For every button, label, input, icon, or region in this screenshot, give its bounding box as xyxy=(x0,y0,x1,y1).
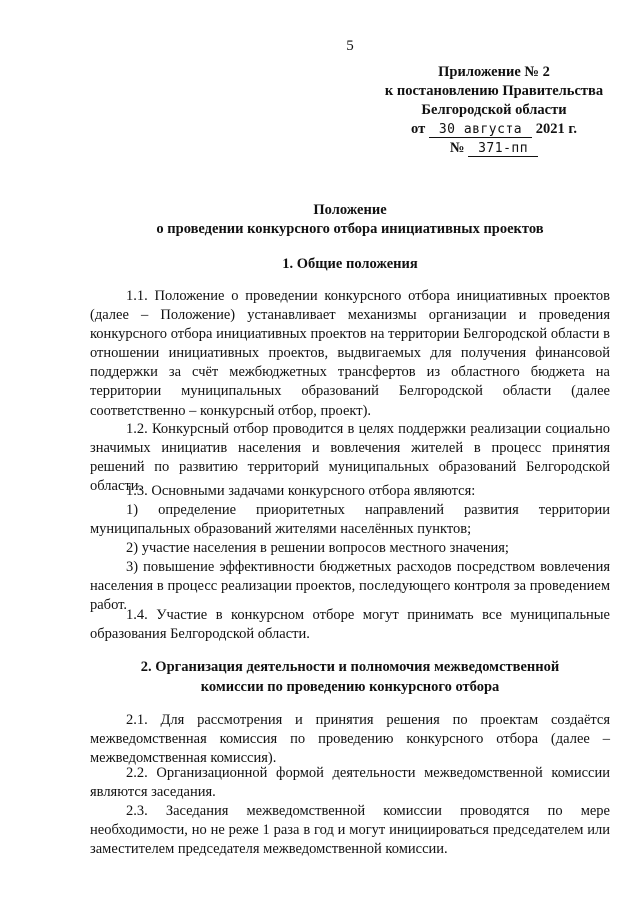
title-line-2: о проведении конкурсного отбора инициативных проектов xyxy=(156,221,544,237)
date-value: 30 августа xyxy=(429,122,532,138)
paragraph-1-1: 1.1. Положение о проведении конкурсного отбора инициативных проектов (далее – Положение) устанавливает механизмы организации и проведения конкурсного отбора инициативных проектов на территории Белгородской области в отношении инициативных проектов, выдвигаемых для получения финансовой поддержки за счёт межбюджетных трансфертов из областного бюджета на территории муниципальных образований Белгородской области (далее соответственно – конкурсный отбор, проект). xyxy=(90,288,610,419)
section-2-heading xyxy=(90,657,610,697)
appendix-date-line xyxy=(360,120,628,139)
date-prefix: от xyxy=(411,121,426,137)
number-prefix: № xyxy=(449,140,465,156)
section-2-heading-line-1: 2. Организация деятельности и полномочия межведомственной xyxy=(140,659,560,675)
number-value: 371-пп xyxy=(468,141,538,157)
paragraph-task-1: 1) определение приоритетных направлений развития территории муниципальных образований жителями населённых пунктов; xyxy=(90,502,610,538)
appendix-region: Белгородской области xyxy=(421,102,567,118)
paragraph-1-4: 1.4. Участие в конкурсном отборе могут принимать все муниципальные образования Белгородской области. xyxy=(90,607,610,643)
paragraph-2-1: 2.1. Для рассмотрения и принятия решения по проектам создаётся межведомственная комиссия по проведению конкурсного отбора (далее – межведомственная комиссия). xyxy=(90,712,610,767)
date-suffix: 2021 г. xyxy=(535,121,577,137)
section-2-heading-line-2: комиссии по проведению конкурсного отбора xyxy=(200,679,500,695)
paragraph-2-3: 2.3. Заседания межведомственной комиссии проводятся по мере необходимости, но не реже 1 раза в год и могут инициироваться председателем или заместителем председателя межведомственной комиссии. xyxy=(90,803,610,858)
paragraph-1-2: 1.2. Конкурсный отбор проводится в целях поддержки реализации социально значимых инициатив населения и вовлечения жителей в процесс принятия решений по развитию территорий муниципальных образований Белгородской области. xyxy=(90,421,610,495)
appendix-title: Приложение № 2 xyxy=(438,64,550,80)
document-title xyxy=(90,201,610,239)
appendix-number-line xyxy=(360,139,628,158)
appendix-resolution: к постановлению Правительства xyxy=(384,83,604,99)
section-1-heading: 1. Общие положения xyxy=(282,256,418,272)
paragraph-task-3: 3) повышение эффективности бюджетных расходов посредством вовлечения населения в процесс реализации проектов, последующего контроля за проведением работ. xyxy=(90,559,610,614)
paragraph-task-2: 2) участие населения в решении вопросов местного значения; xyxy=(126,540,509,556)
title-line-1: Положение xyxy=(313,202,387,218)
paragraph-1-3: 1.3. Основными задачами конкурсного отбора являются: xyxy=(126,483,476,499)
appendix-block xyxy=(360,63,628,158)
paragraph-2-2: 2.2. Организационной формой деятельности межведомственной комиссии являются заседания. xyxy=(90,765,610,801)
page-number: 5 xyxy=(346,38,354,54)
